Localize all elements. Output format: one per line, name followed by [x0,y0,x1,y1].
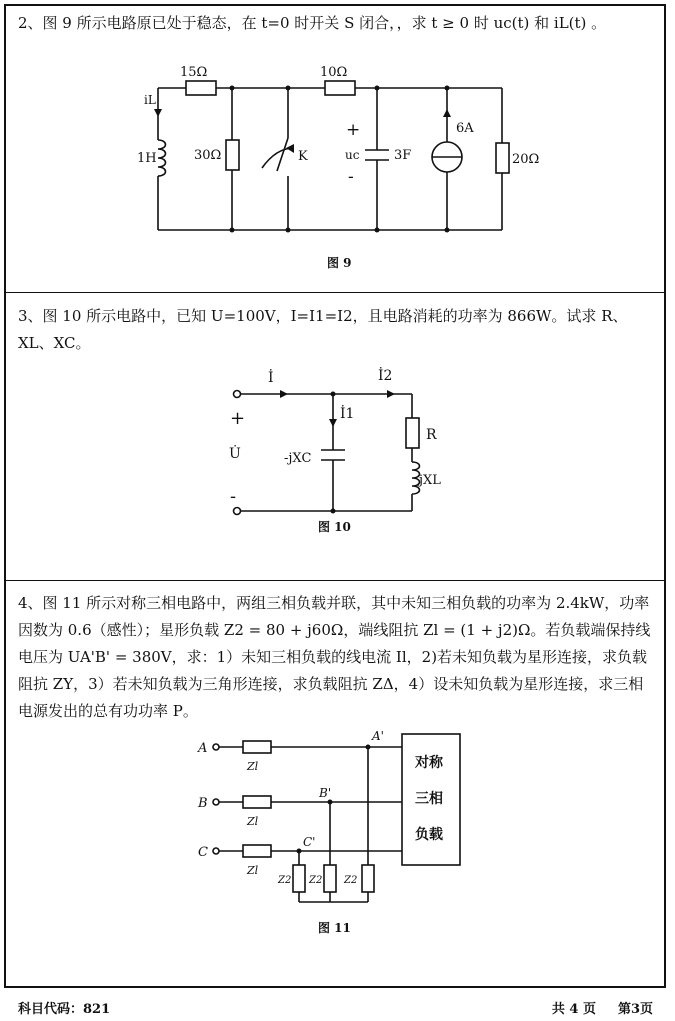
label-b-prime: B' [319,786,332,800]
problem-2-text: 2、图 9 所示电路原已处于稳态，在 t=0 时开关 S 闭合，，求 t ≥ 0 时 uc(t) 和 iL(t) 。 [18,14,607,32]
caption-figure-10: 图 10 [318,520,351,534]
label-zl-c: Zl [247,864,259,877]
label-zl-b: Zl [247,815,259,828]
label-load-line1: 对称 [415,755,443,771]
label-minus: - [348,167,354,187]
figure-10 [0,350,675,550]
label-z2-1: Z2 [278,875,292,886]
problem-4-text: 4、图 11 所示对称三相电路中，两组三相负载并联，其中未知三相负载的功率为 2.4kW，功率因数为 0.6（感性）；星形负载 Z2 = 80 + j60Ω，端线阻抗 Zl = (1 + j2)Ω。若负载端保持线电压为 UA'B' = 380V，求：1）未知三相负载的线电流 Il，2)若未知负载为星形连接，求负载阻抗 ZY，3）若未知负载为三角形连接，求负载阻抗 ZΔ，4）设未知负载为星形连接，求三相电源发出的总有功功率 P。 [18,594,651,720]
label-a-prime: A' [372,729,384,743]
label-3f: 3F [394,148,412,163]
subject-code: 科目代码：821 [18,1002,111,1017]
label-i2: İ2 [378,368,393,384]
label-jxc: -jXC [284,451,312,466]
label-uc: uc [345,148,360,162]
label-u: U̇ [229,446,241,462]
current-page: 第3页 [617,1002,653,1017]
label-a: A [198,741,208,756]
label-switch-k: K [298,149,308,164]
resistor-20ohm [496,143,509,173]
label-i1: İ1 [340,406,355,422]
star-impedance-1 [293,865,305,892]
label-r: R [426,427,437,443]
label-load-line2: 三相 [415,791,443,807]
label-z2-3: Z2 [344,875,358,886]
label-plus: + [346,120,361,140]
label-z2-2: Z2 [309,875,323,886]
label-30ohm: 30Ω [194,148,222,163]
label-plus: + [230,408,246,429]
label-10ohm: 10Ω [320,65,348,80]
label-b: B [198,796,208,811]
label-c-prime: C' [303,835,316,849]
label-i: İ [268,370,274,386]
label-15ohm: 15Ω [180,65,208,80]
label-jxl: jXL [419,473,441,488]
label-load-line3: 负载 [415,827,443,843]
label-1h: 1H [137,151,157,166]
resistor-r [406,418,419,448]
inductor-1h [158,140,166,176]
caption-figure-11: 图 11 [318,921,351,935]
divider [4,580,666,581]
resistor-10ohm [325,81,355,95]
caption-figure-9: 图 9 [327,256,352,270]
label-20ohm: 20Ω [512,152,540,167]
figure-11 [0,720,675,940]
resistor-15ohm [186,81,216,95]
divider [4,292,666,293]
figure-9 [0,0,675,300]
label-il: iL [144,93,156,107]
label-minus: - [230,486,237,507]
label-zl-a: Zl [247,760,259,773]
star-impedance-2 [324,865,336,892]
star-impedance-3 [362,865,374,892]
label-c: C [198,845,208,860]
resistor-30ohm [226,140,239,170]
line-impedance-a [243,741,271,753]
label-6a: 6A [456,121,474,136]
page-info [530,998,653,1017]
problem-3-text: 3、图 10 所示电路中，已知 U=100V，I=I1=I2，且电路消耗的功率为 866W。试求 R、XL、XC。 [18,307,628,352]
total-pages: 共 4 页 [551,1002,596,1017]
line-impedance-b [243,796,271,808]
line-impedance-c [243,845,271,857]
